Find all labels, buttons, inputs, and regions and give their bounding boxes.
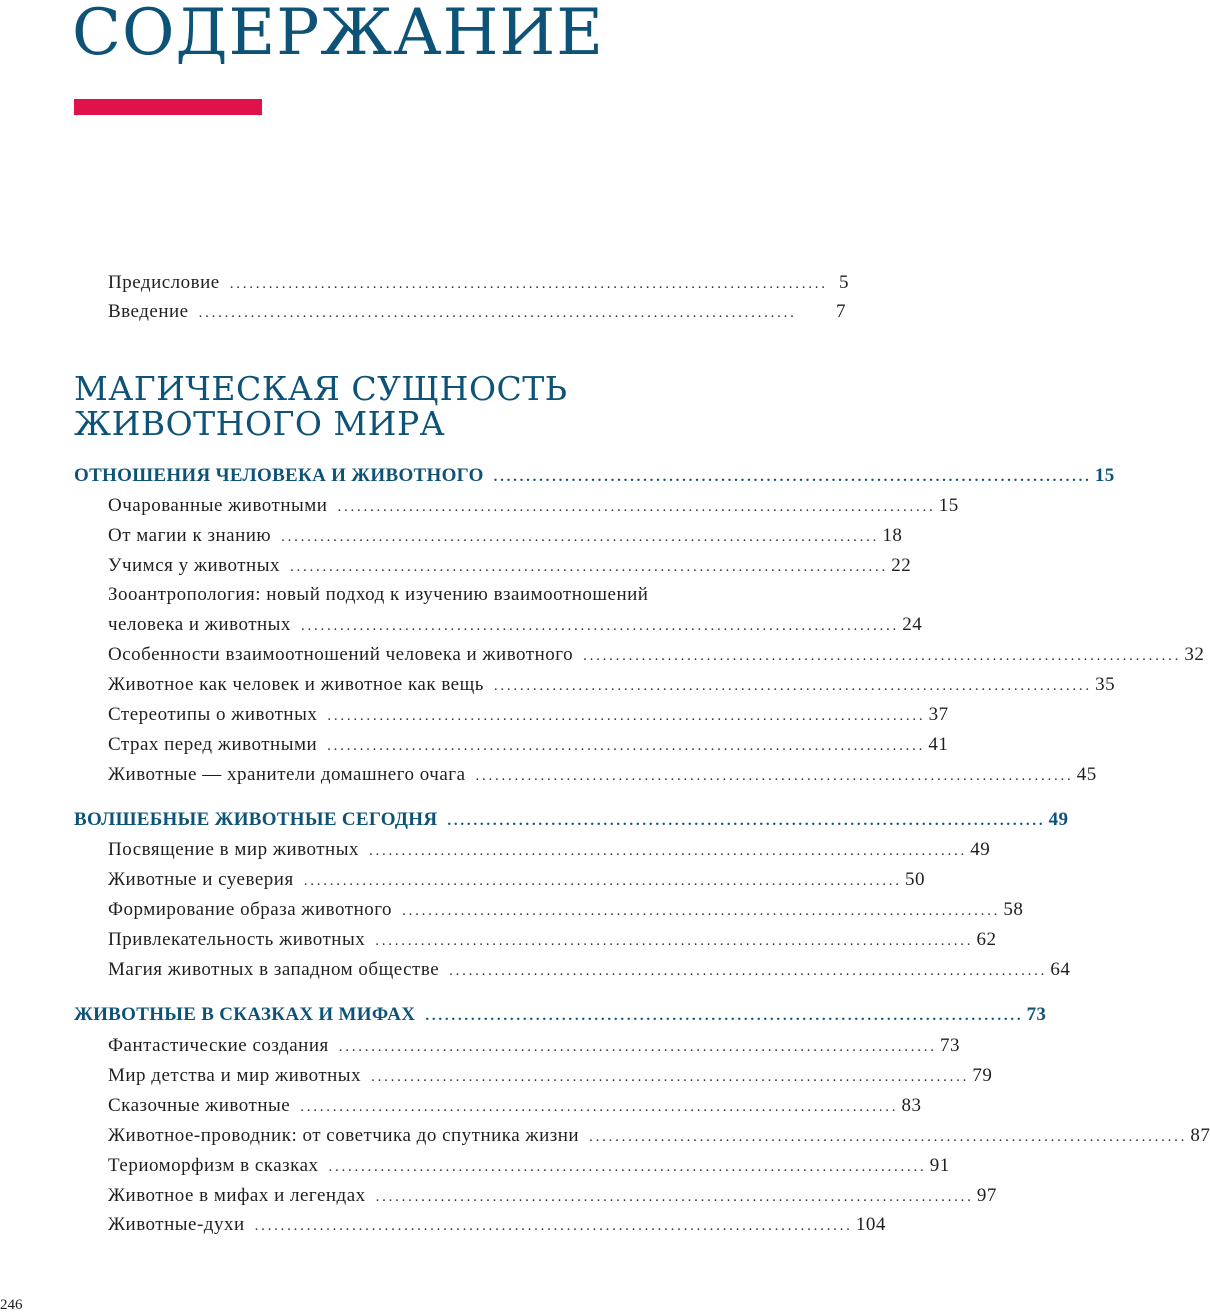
toc-entry-page: 104 bbox=[855, 1214, 886, 1235]
dot-leader bbox=[304, 866, 899, 896]
toc-entry[interactable] bbox=[108, 700, 949, 730]
toc-entry[interactable] bbox=[108, 640, 1205, 670]
dot-leader bbox=[290, 552, 885, 582]
toc-entry[interactable] bbox=[108, 610, 923, 640]
toc-entry-first-line[interactable] bbox=[108, 580, 846, 610]
toc-entry-page: 87 bbox=[1190, 1125, 1210, 1146]
toc-section-title: ВОЛШЕБНЫЕ ЖИВОТНЫЕ СЕГОДНЯ bbox=[74, 809, 438, 830]
toc-entry-label: Животные-духи bbox=[108, 1214, 245, 1235]
dot-leader bbox=[376, 1182, 971, 1212]
toc-entry-page: 35 bbox=[1095, 674, 1116, 695]
toc-entry-label: Мир детства и мир животных bbox=[108, 1065, 362, 1086]
toc-entry-label: Животные — хранители домашнего очага bbox=[108, 764, 466, 785]
toc-entry-page: 64 bbox=[1050, 959, 1071, 980]
toc-entry-page: 50 bbox=[904, 869, 925, 890]
toc-entry[interactable] bbox=[108, 1031, 960, 1061]
dot-leader bbox=[583, 641, 1178, 671]
toc-entry[interactable] bbox=[108, 670, 1116, 700]
toc-entry[interactable] bbox=[108, 955, 1071, 985]
dot-leader bbox=[402, 896, 997, 926]
toc-entry-page: 79 bbox=[972, 1065, 993, 1086]
dot-leader bbox=[339, 1032, 934, 1062]
toc-entry-label: Териоморфизм в сказках bbox=[108, 1155, 319, 1176]
toc-entry-label: Страх перед животными bbox=[108, 734, 318, 755]
toc-entry[interactable] bbox=[108, 1061, 993, 1091]
toc-entry-page: 24 bbox=[902, 614, 923, 635]
toc-section-page: 73 bbox=[1026, 1004, 1047, 1025]
toc-entry-label: Учимся у животных bbox=[108, 555, 280, 576]
toc-entry-label: Животные и суеверия bbox=[108, 869, 294, 890]
toc-entry-label: Формирование образа животного bbox=[108, 899, 393, 920]
dot-leader bbox=[371, 1062, 966, 1092]
toc-entry-page: 18 bbox=[882, 525, 903, 546]
dot-leader bbox=[327, 701, 922, 731]
toc-entry-label: Фантастические создания bbox=[108, 1035, 329, 1056]
dot-leader bbox=[375, 926, 970, 956]
toc-entry-page: 32 bbox=[1184, 644, 1205, 665]
toc-entry-page: 5 bbox=[838, 272, 849, 293]
toc-entry[interactable] bbox=[108, 835, 991, 865]
part-title-line: МАГИЧЕСКАЯ СУЩНОСТЬ bbox=[74, 369, 568, 408]
toc-entry-page: 7 bbox=[836, 301, 846, 322]
toc-entry-page: 37 bbox=[928, 704, 949, 725]
dot-leader bbox=[476, 761, 1071, 791]
toc-entry-label: Животное как человек и животное как вещь bbox=[108, 674, 484, 695]
toc-entry-page: 15 bbox=[938, 495, 959, 516]
toc-entry[interactable] bbox=[108, 1210, 886, 1240]
dot-leader bbox=[494, 671, 1089, 701]
toc-entry-preface[interactable] bbox=[108, 268, 849, 298]
page-number: 246 bbox=[0, 1297, 23, 1313]
toc-entry[interactable] bbox=[108, 730, 949, 760]
toc-entry[interactable] bbox=[108, 1181, 997, 1211]
toc-entry[interactable] bbox=[108, 865, 925, 895]
toc-entry-page: 62 bbox=[976, 929, 997, 950]
toc-entry-label: От магии к знанию bbox=[108, 525, 272, 546]
toc-entry-label: Сказочные животные bbox=[108, 1095, 291, 1116]
dot-leader bbox=[337, 492, 932, 522]
dot-leader bbox=[447, 806, 1042, 836]
toc-entry-page: 83 bbox=[901, 1095, 922, 1116]
toc-entry-label: Очарованные животными bbox=[108, 495, 328, 516]
toc-entry-label: Стереотипы о животных bbox=[108, 704, 318, 725]
toc-entry-page: 91 bbox=[929, 1155, 950, 1176]
toc-section-heading[interactable] bbox=[74, 461, 1115, 491]
toc-entry-label: Зооантропология: новый подход к изучению взаимоотношений bbox=[108, 584, 649, 605]
toc-section-title: ОТНОШЕНИЯ ЧЕЛОВЕКА И ЖИВОТНОГО bbox=[74, 465, 484, 486]
toc-entry-label: Посвящение в мир животных bbox=[108, 839, 359, 860]
toc-entry[interactable] bbox=[108, 895, 1024, 925]
toc-entry-introduction[interactable] bbox=[108, 297, 846, 327]
dot-leader bbox=[300, 1092, 895, 1122]
toc-entry-page: 22 bbox=[891, 555, 912, 576]
part-title bbox=[74, 371, 568, 441]
dot-leader bbox=[230, 269, 825, 299]
toc-entry[interactable] bbox=[108, 760, 1097, 790]
toc-entry-label: Магия животных в западном обществе bbox=[108, 959, 440, 980]
dot-leader bbox=[589, 1122, 1184, 1152]
toc-entry[interactable] bbox=[108, 551, 912, 581]
toc-entry-label: Животное в мифах и легендах bbox=[108, 1185, 366, 1206]
toc-entry-label: Животное-проводник: от советчика до спутника жизни bbox=[108, 1125, 580, 1146]
toc-entry-page: 41 bbox=[928, 734, 949, 755]
toc-entry-page: 45 bbox=[1076, 764, 1097, 785]
toc-entry-label: Особенности взаимоотношений человека и животного bbox=[108, 644, 574, 665]
toc-entry[interactable] bbox=[108, 925, 997, 955]
toc-entry-label: Привлекательность животных bbox=[108, 929, 366, 950]
dot-leader bbox=[449, 956, 1044, 986]
toc-entry-page: 49 bbox=[970, 839, 991, 860]
part-title-line: ЖИВОТНОГО МИРА bbox=[74, 404, 446, 443]
toc-entry-page: 97 bbox=[976, 1185, 997, 1206]
toc-section-title: ЖИВОТНЫЕ В СКАЗКАХ И МИФАХ bbox=[74, 1004, 416, 1025]
toc-entry[interactable] bbox=[108, 521, 903, 551]
toc-section-heading[interactable] bbox=[74, 1000, 1047, 1030]
dot-leader bbox=[281, 522, 876, 552]
page-title: СОДЕРЖАНИЕ bbox=[72, 0, 604, 70]
dot-leader bbox=[369, 836, 964, 866]
title-rule bbox=[74, 99, 262, 115]
toc-section-page: 15 bbox=[1094, 465, 1115, 486]
toc-section-heading[interactable] bbox=[74, 805, 1069, 835]
toc-entry-label: Предисловие bbox=[108, 272, 220, 293]
dot-leader bbox=[329, 1152, 924, 1182]
toc-entry-page: 58 bbox=[1003, 899, 1024, 920]
toc-entry[interactable] bbox=[108, 491, 959, 521]
toc-entry[interactable] bbox=[108, 1091, 922, 1121]
toc-entry[interactable] bbox=[108, 1121, 1210, 1151]
dot-leader bbox=[199, 298, 822, 328]
dot-leader bbox=[301, 611, 896, 641]
toc-entry-label: человека и животных bbox=[108, 614, 291, 635]
toc-section-page: 49 bbox=[1048, 809, 1069, 830]
toc-entry-label: Введение bbox=[108, 301, 189, 322]
dot-leader bbox=[255, 1211, 850, 1241]
dot-leader bbox=[494, 462, 1089, 492]
dot-leader bbox=[425, 1001, 1020, 1031]
dot-leader bbox=[327, 731, 922, 761]
toc-entry-page: 73 bbox=[939, 1035, 960, 1056]
toc-entry[interactable] bbox=[108, 1151, 950, 1181]
